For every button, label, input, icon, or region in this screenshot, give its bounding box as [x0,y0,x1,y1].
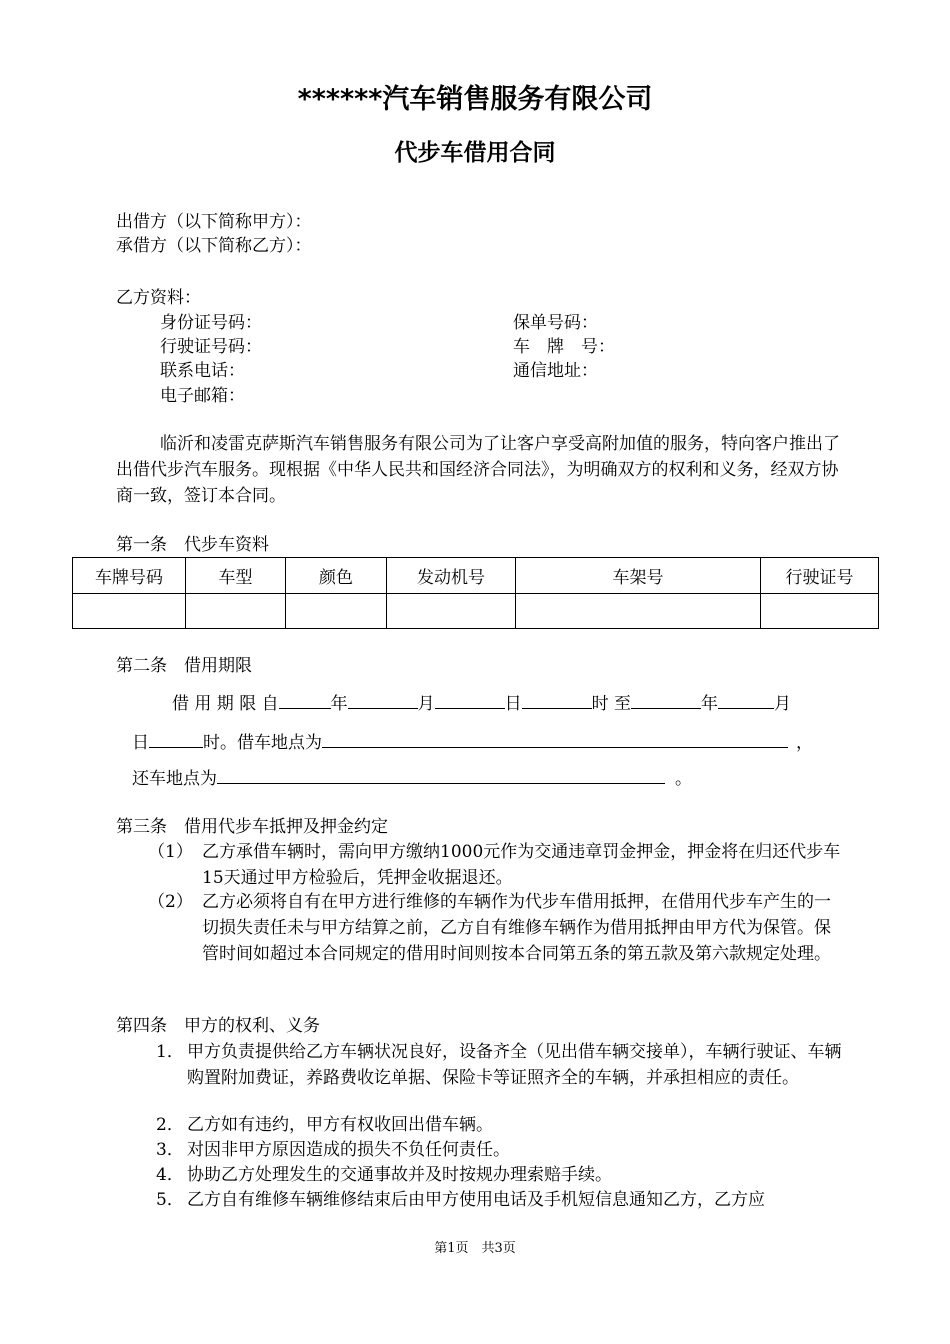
from-month-blank[interactable] [348,690,418,709]
item-number: 1． [156,1042,184,1062]
col-vin: 车架号 [516,558,761,594]
list-item [0,839,950,893]
item-number: 4． [156,1165,184,1185]
from-hour-blank[interactable] [522,690,592,709]
to-year-blank[interactable] [631,690,701,709]
day-label: 日 [504,694,522,714]
item-text: 乙方承借车辆时，需向甲方缴纳1000元作为交通违章罚金押金，押金将在归还代步车15天通过甲方检验后，凭押金收据退还。 [202,842,841,888]
phone-label: 联系电话： [160,361,245,381]
item-text: 协助乙方处理发生的交通事故并及时按规办理索赔手续。 [187,1165,612,1185]
cell-color[interactable] [286,594,387,629]
cell-license[interactable] [761,594,879,629]
article3-title: 第三条 借用代步车抵押及押金约定 [116,817,388,837]
item-number: （1） [148,842,193,862]
plate-number-label: 车 牌 号： [513,337,615,357]
item-text: 乙方如有违约，甲方有权收回出借车辆。 [187,1115,493,1135]
list-item [0,889,950,999]
from-year-blank[interactable] [279,690,331,709]
cell-vin[interactable] [516,594,761,629]
id-number-label: 身份证号码： [160,313,262,333]
cell-engine[interactable] [387,594,516,629]
item-number: 5． [156,1190,184,1210]
return-location-blank[interactable] [217,765,665,784]
license-number-label: 行驶证号码： [160,337,262,357]
item-text: 对因非甲方原因造成的损失不负任何责任。 [187,1140,510,1160]
policy-number-label: 保单号码： [513,313,598,333]
item-text: 甲方负责提供给乙方车辆状况良好，设备齐全（见出借车辆交接单），车辆行驶证、车辆购置附加费证，养路费收讫单据、保险卡等证照齐全的车辆，并承担相应的责任。 [187,1042,842,1088]
month-label: 月 [417,694,435,714]
borrower-line: 承借方（以下简称乙方）： [116,236,312,256]
year2-label: 年 [701,694,719,714]
car-info-table [72,557,879,629]
table-header-row [73,558,879,594]
item-text: 乙方必须将自有在甲方进行维修的车辆作为代步车借用抵押，在借用代步车产生的一切损失责任未与甲方结算之前，乙方自有维修车辆作为借用抵押由甲方代为保管。保管时间如超过本合同规定的借用时间则按本合同第五条的第五款及第六款规定处理。 [202,892,831,964]
list-item [0,1112,950,1138]
info-heading: 乙方资料： [116,288,201,308]
item-number: 2． [156,1115,184,1135]
to-hour-blank[interactable] [149,729,203,748]
item-text: 乙方自有维修车辆维修结束后由甲方使用电话及手机短信息通知乙方，乙方应 [187,1190,765,1210]
pickup-location-label: 时。借车地点为 [203,733,322,753]
to-month-blank[interactable] [718,690,774,709]
month2-label: 月 [774,694,792,714]
to-day-label: 日 [132,733,149,753]
col-plate: 车牌号码 [73,558,186,594]
period-line-2 [132,729,813,755]
contract-title: 代步车借用合同 [394,140,556,166]
year-label: 年 [330,694,348,714]
page-number: 第1页 共3页 [434,1241,516,1256]
article2-title: 第二条 借用期限 [116,656,252,676]
email-label: 电子邮箱： [160,386,245,406]
list-item [0,1187,950,1213]
col-license: 行驶证号 [761,558,879,594]
period-mark: 。 [675,769,692,789]
item-number: （2） [148,892,193,912]
hour-to-label: 时 至 [591,694,632,714]
item-number: 3． [156,1140,184,1160]
lender-line: 出借方（以下简称甲方）： [116,212,312,232]
article4-title: 第四条 甲方的权利、义务 [116,1016,320,1036]
intro-text: 临沂和凌雷克萨斯汽车销售服务有限公司为了让客户享受高附加值的服务，特向客户推出了出借代步汽车服务。现根据《中华人民共和国经济合同法》，为明确双方的权利和义务，经双方协商一致，签订本合同。 [116,434,840,506]
comma: ， [796,733,813,753]
col-model: 车型 [186,558,286,594]
list-item [0,1162,950,1188]
period-from-label: 借 用 期 限 自 [172,694,279,714]
company-title: ******汽车销售服务有限公司 [297,84,653,115]
article1-title: 第一条 代步车资料 [116,535,269,555]
table-row [73,594,879,629]
cell-plate[interactable] [73,594,186,629]
pickup-location-blank[interactable] [322,729,788,748]
period-line-1 [172,690,791,716]
return-location-label: 还车地点为 [132,769,217,789]
from-day-blank[interactable] [435,690,505,709]
return-line [132,765,692,791]
address-label: 通信地址： [513,361,598,381]
col-color: 颜色 [286,558,387,594]
intro-paragraph [116,431,840,509]
list-item [0,1137,950,1163]
cell-model[interactable] [186,594,286,629]
col-engine: 发动机号 [387,558,516,594]
list-item [0,1039,950,1119]
